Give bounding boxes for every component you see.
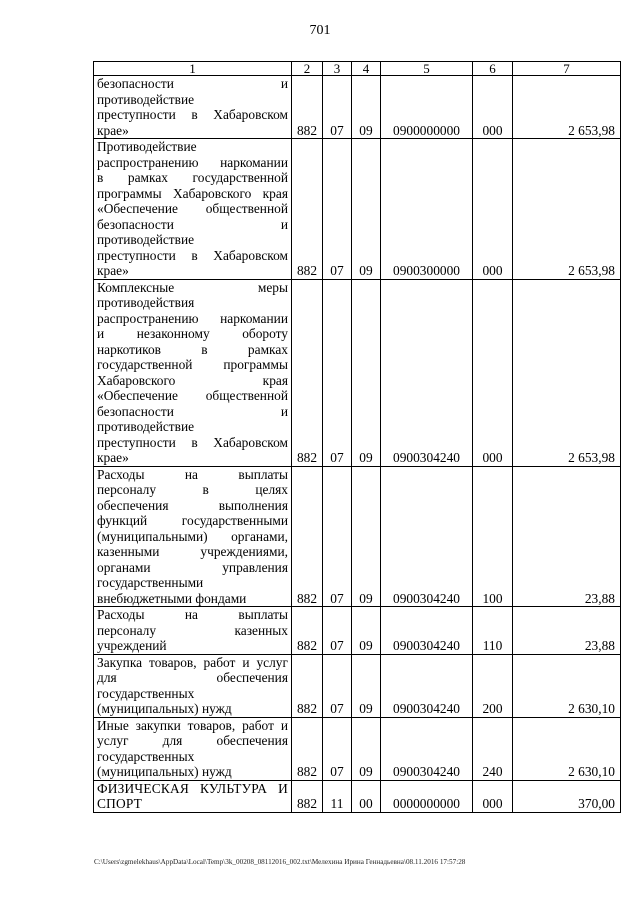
- file-path-footer: C:\Users\zgmelekhaus\AppData\Local\Temp\3k_00208_08112016_002.txt\Мелехина Ирина Геннадьевна\08.11.2016 17:57:28: [94, 858, 466, 866]
- row-name-line: Расходы на выплаты: [97, 607, 288, 622]
- section-code-cell: 07: [323, 279, 352, 466]
- subsection-code-cell: 09: [352, 279, 381, 466]
- row-name-line: Комплексные меры: [97, 279, 288, 295]
- ministry-code-cell: 882: [292, 607, 323, 655]
- row-name-line: противодействие: [97, 419, 195, 434]
- expense-type-cell: 000: [473, 76, 513, 139]
- col-header-6: 6: [473, 62, 513, 76]
- row-name-cell: [94, 466, 292, 607]
- subsection-code-cell: 00: [352, 780, 381, 812]
- expense-type-cell: 000: [473, 279, 513, 466]
- expense-type-cell: 100: [473, 466, 513, 607]
- row-name-line: преступности в Хабаровском: [97, 107, 288, 122]
- row-name-line: крае»: [97, 122, 129, 138]
- row-name-line: государственными: [97, 575, 204, 590]
- ministry-code-cell: 882: [292, 76, 323, 139]
- row-name-line: обеспечения выполнения: [97, 497, 288, 513]
- col-header-1: 1: [94, 62, 292, 76]
- row-name-line: программы Хабаровского края: [97, 185, 288, 201]
- col-header-7: 7: [513, 62, 621, 76]
- row-name-line: персоналу казенных: [97, 622, 288, 638]
- table-row: [94, 466, 621, 607]
- row-name-line: Хабаровского края: [97, 372, 288, 388]
- amount-cell: 23,88: [513, 466, 621, 607]
- section-code-cell: 11: [323, 780, 352, 812]
- row-name-line: безопасности и: [97, 403, 288, 419]
- amount-cell: 2 653,98: [513, 139, 621, 280]
- row-name-line: противодействие: [97, 91, 195, 107]
- col-header-4: 4: [352, 62, 381, 76]
- subsection-code-cell: 09: [352, 607, 381, 655]
- table-row: [94, 780, 621, 812]
- table-row: [94, 279, 621, 466]
- ministry-code-cell: 882: [292, 717, 323, 780]
- header-row: [94, 62, 621, 76]
- subsection-code-cell: 09: [352, 717, 381, 780]
- row-name-line: ФИЗИЧЕСКАЯ КУЛЬТУРА И: [97, 780, 288, 796]
- row-name-line: безопасности и: [97, 76, 288, 91]
- row-name-line: преступности в Хабаровском: [97, 434, 288, 450]
- row-name-line: (муниципальными) органами,: [97, 528, 288, 544]
- amount-cell: 23,88: [513, 607, 621, 655]
- section-code-cell: 07: [323, 654, 352, 717]
- row-name-cell: [94, 780, 292, 812]
- row-name-line: Закупка товаров, работ и услуг: [97, 654, 288, 670]
- section-code-cell: 07: [323, 466, 352, 607]
- section-code-cell: 07: [323, 607, 352, 655]
- row-name-line: противодействие: [97, 232, 195, 247]
- row-name-cell: [94, 607, 292, 655]
- section-code-cell: 07: [323, 717, 352, 780]
- target-article-cell: 0900304240: [381, 607, 473, 655]
- row-name-cell: [94, 717, 292, 780]
- amount-cell: 2 630,10: [513, 717, 621, 780]
- ministry-code-cell: 882: [292, 139, 323, 280]
- page-number: 701: [309, 23, 331, 38]
- subsection-code-cell: 09: [352, 139, 381, 280]
- row-name-line: «Обеспечение общественной: [97, 201, 288, 216]
- row-name-line: крае»: [97, 263, 129, 278]
- row-name-line: «Обеспечение общественной: [97, 388, 288, 403]
- row-name-line: в рамках государственной: [97, 170, 288, 185]
- amount-cell: 2 653,98: [513, 76, 621, 139]
- row-name-line: распространению наркомании: [97, 310, 288, 326]
- amount-cell: 2 630,10: [513, 654, 621, 717]
- amount-cell: 2 653,98: [513, 279, 621, 466]
- row-name-line: (муниципальных) нужд: [97, 764, 232, 779]
- row-name-line: Противодействие: [97, 139, 197, 154]
- budget-table: [93, 61, 621, 813]
- row-name-line: Иные закупки товаров, работ и: [97, 717, 288, 733]
- col-header-2: 2: [292, 62, 323, 76]
- table-row: [94, 717, 621, 780]
- row-name-line: наркотиков в рамках: [97, 341, 288, 357]
- table-row: [94, 76, 621, 139]
- row-name-line: противодействия: [97, 295, 195, 310]
- target-article-cell: 0900304240: [381, 466, 473, 607]
- col-header-5: 5: [381, 62, 473, 76]
- row-name-line: учреждений: [97, 638, 167, 653]
- section-code-cell: 07: [323, 76, 352, 139]
- row-name-line: казенными учреждениями,: [97, 544, 288, 559]
- target-article-cell: 0000000000: [381, 780, 473, 812]
- ministry-code-cell: 882: [292, 780, 323, 812]
- expense-type-cell: 200: [473, 654, 513, 717]
- row-name-cell: [94, 139, 292, 280]
- table-row: [94, 139, 621, 280]
- row-name-line: Расходы на выплаты: [97, 466, 288, 482]
- expense-type-cell: 110: [473, 607, 513, 655]
- subsection-code-cell: 09: [352, 654, 381, 717]
- row-name-line: для обеспечения: [97, 670, 288, 685]
- subsection-code-cell: 09: [352, 466, 381, 607]
- row-name-line: функций государственными: [97, 513, 288, 528]
- row-name-line: крае»: [97, 450, 129, 465]
- row-name-line: государственных: [97, 748, 195, 764]
- row-name-line: и незаконному обороту: [97, 326, 288, 341]
- row-name-line: безопасности и: [97, 216, 288, 232]
- row-name-line: государственной программы: [97, 357, 288, 372]
- ministry-code-cell: 882: [292, 466, 323, 607]
- row-name-line: (муниципальных) нужд: [97, 701, 232, 716]
- row-name-line: внебюджетными фондами: [97, 590, 247, 606]
- target-article-cell: 0900304240: [381, 717, 473, 780]
- row-name-line: распространению наркомании: [97, 154, 288, 170]
- row-name-cell: [94, 76, 292, 139]
- row-name-line: государственных: [97, 685, 195, 701]
- col-header-3: 3: [323, 62, 352, 76]
- target-article-cell: 0900304240: [381, 654, 473, 717]
- target-article-cell: 0900304240: [381, 279, 473, 466]
- row-name-line: персоналу в целях: [97, 482, 288, 497]
- row-name-line: преступности в Хабаровском: [97, 247, 288, 263]
- target-article-cell: 0900000000: [381, 76, 473, 139]
- row-name-cell: [94, 654, 292, 717]
- row-name-line: СПОРТ: [97, 796, 143, 811]
- row-name-line: органами управления: [97, 559, 288, 575]
- table-row: [94, 654, 621, 717]
- ministry-code-cell: 882: [292, 654, 323, 717]
- target-article-cell: 0900300000: [381, 139, 473, 280]
- amount-cell: 370,00: [513, 780, 621, 812]
- subsection-code-cell: 09: [352, 76, 381, 139]
- table-row: [94, 607, 621, 655]
- ministry-code-cell: 882: [292, 279, 323, 466]
- section-code-cell: 07: [323, 139, 352, 280]
- expense-type-cell: 000: [473, 780, 513, 812]
- expense-type-cell: 000: [473, 139, 513, 280]
- expense-type-cell: 240: [473, 717, 513, 780]
- row-name-cell: [94, 279, 292, 466]
- row-name-line: услуг для обеспечения: [97, 733, 288, 748]
